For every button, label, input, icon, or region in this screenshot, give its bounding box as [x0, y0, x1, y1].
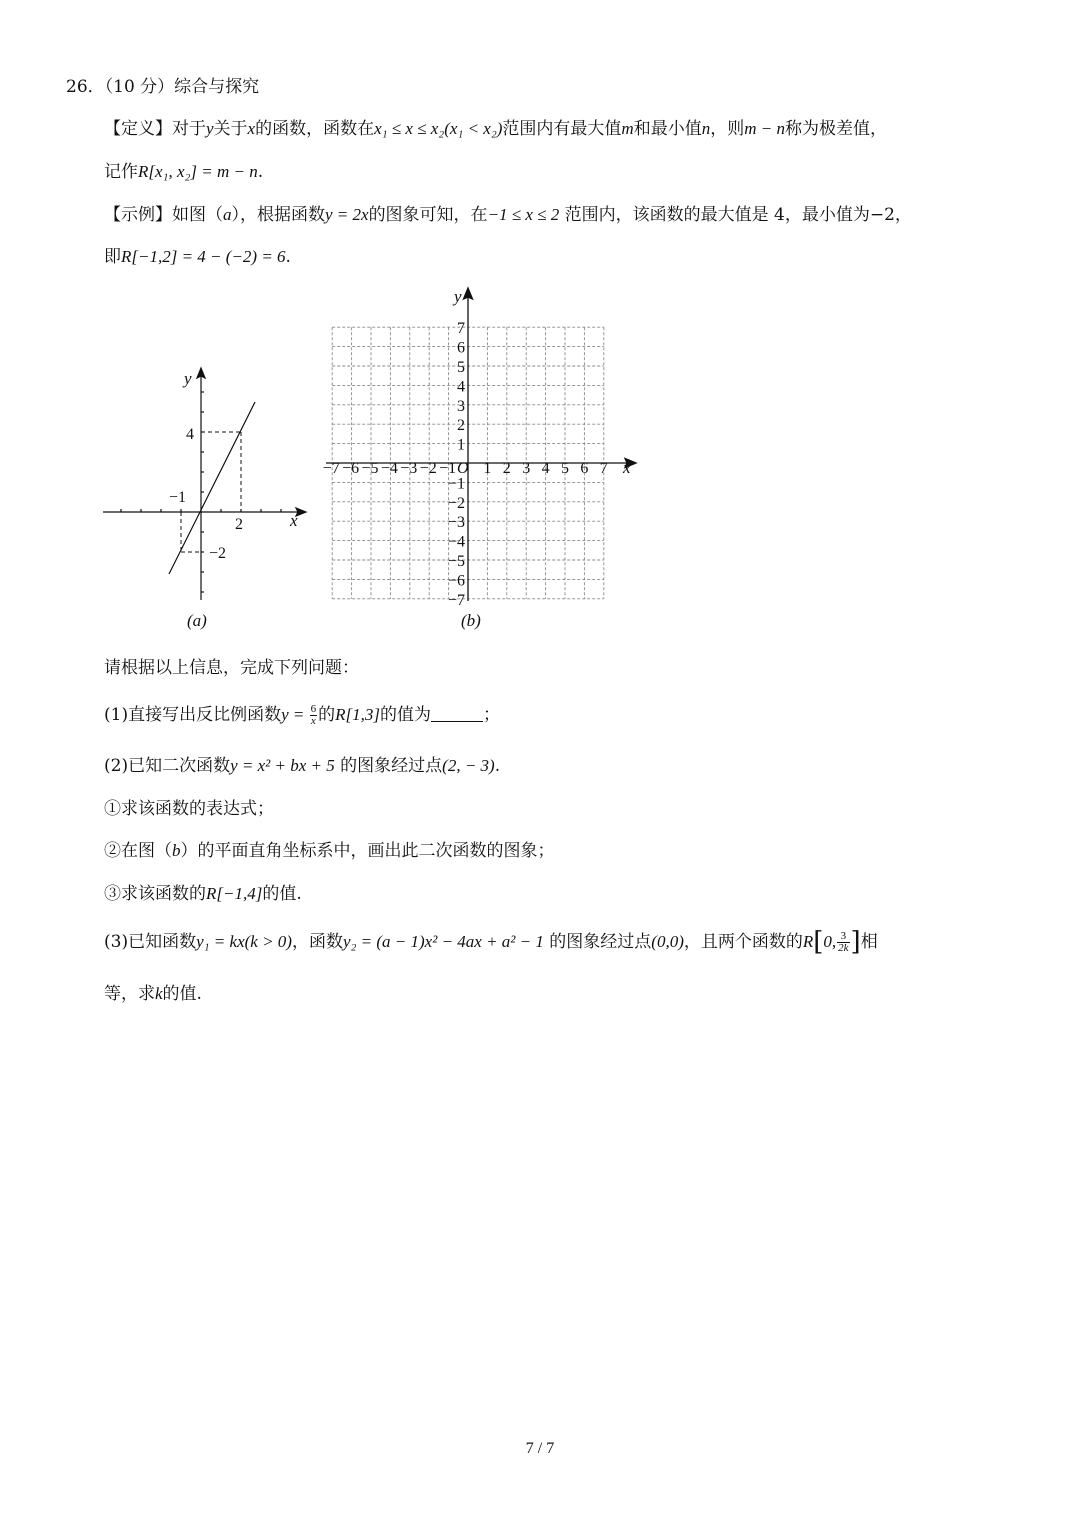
x-tick-label: −1 [439, 460, 457, 477]
fraction-6-over-x: $\frac{6}{x}$ [310, 703, 317, 727]
x-tick-label: 7 [599, 460, 608, 477]
figure-a-dashed-guides [181, 432, 241, 552]
y-tick-label: 7 [457, 320, 465, 338]
x-tick-label: 4 [541, 460, 550, 477]
figure-b-x-label: x [623, 458, 631, 477]
x-tick-label: 1 [483, 460, 492, 477]
range-formula: R[x₁, x₂] = m − n [138, 162, 258, 181]
x-tick-label: 5 [561, 460, 569, 477]
x-tick-label: −4 [380, 460, 398, 477]
y-tick-label: −7 [447, 591, 465, 609]
figure-a-tick-minus-1: −1 [169, 489, 187, 506]
y-tick-label: −5 [447, 553, 465, 570]
figure-b-caption: (b) [461, 611, 481, 630]
page-number: 7 / 7 [525, 1440, 555, 1457]
figure-a-caption: (a) [187, 611, 207, 630]
fraction-3-over-2k: $\frac{3}{2k}$ [838, 930, 849, 954]
x-tick-label: 3 [522, 460, 531, 477]
x-tick-label: −7 [322, 460, 340, 477]
y-tick-label: 3 [457, 397, 465, 415]
x-tick-label: −6 [342, 460, 360, 477]
example-line-2: 即R[−1,2] = 4 − (−2) = 6. [104, 247, 291, 267]
y-tick-label: −2 [447, 494, 465, 512]
y-tick-label: 1 [457, 436, 465, 454]
definition-line-1: 【定义】对于y关于x的函数，函数在x₁ ≤ x ≤ x₂(x₁ < x₂)范围内有最大值m和最小值n，则m − n称为极差值， [104, 119, 887, 139]
example-line-1: 【示例】如图（a），根据函数y = 2x的图象可知，在−1 ≤ x ≤ 2 范围内，该函数的最大值是 4，最小值为−2， [104, 205, 912, 225]
figure-b-y-arrow-icon [464, 288, 473, 299]
figure-b-y-label: y [454, 287, 462, 306]
question-header: 26．（10 分）综合与探究 [66, 77, 260, 97]
figure-a-x-label: x [290, 511, 298, 530]
question-3-line-2: 等，求k的值. [104, 984, 202, 1004]
figure-a-tick-4: 4 [186, 426, 194, 443]
example-label: 【示例】 [104, 205, 172, 225]
question-2-part-1: ①求该函数的表达式； [104, 799, 274, 819]
figure-b-axes [326, 288, 636, 601]
x-tick-label: 6 [580, 460, 589, 477]
y-tick-label: 5 [457, 359, 465, 376]
question-1: (1)直接写出反比例函数y = $\frac{6}{x}$ 的R[1,3]的值为 ； [104, 703, 500, 727]
answer-blank[interactable] [431, 707, 483, 722]
figure-b-origin-label: O [457, 460, 469, 477]
question-2: (2)已知二次函数y = x² + bx + 5 的图象经过点(2, − 3). [104, 756, 501, 776]
question-2-part-3: ③求该函数的R[−1,4]的值. [104, 884, 302, 904]
x-tick-label: −2 [419, 460, 437, 477]
y-tick-label: 6 [457, 339, 465, 357]
x-tick-label: −3 [400, 460, 418, 477]
figure-a-tick-2: 2 [235, 516, 243, 533]
figure-a-y-arrow-icon [197, 368, 205, 378]
figure-a [103, 368, 306, 600]
range-def: x₁ ≤ x ≤ x₂(x₁ < x₂) [374, 119, 503, 138]
x-tick-label: 2 [502, 460, 511, 477]
figure-a-y-label: y [184, 369, 192, 388]
y-tick-label: −3 [447, 514, 465, 532]
y-tick-label: −4 [447, 533, 465, 551]
definition-line-2: 记作R[x₁, x₂] = m − n. [104, 162, 264, 182]
question-3-line-1: (3)已知函数y₁ = kx(k > 0)，函数y₂ = (a − 1)x² − 4ax + a² − 1 的图象经过点(0,0)，且两个函数的R[0, $\frac{3}{2k}$ ]相 [104, 927, 878, 957]
y-tick-label: 2 [457, 417, 465, 435]
prompt-line: 请根据以上信息，完成下列问题： [104, 658, 359, 678]
y-tick-label: −6 [447, 572, 465, 590]
y-tick-label: 4 [457, 378, 465, 396]
question-2-part-2: ②在图（b）的平面直角坐标系中，画出此二次函数的图象； [104, 841, 555, 861]
definition-label: 【定义】 [104, 119, 172, 139]
x-tick-label: −5 [361, 460, 379, 477]
figures [0, 280, 1080, 640]
figure-a-tick-minus-2: −2 [209, 545, 227, 562]
y-tick-label: −1 [447, 475, 465, 493]
